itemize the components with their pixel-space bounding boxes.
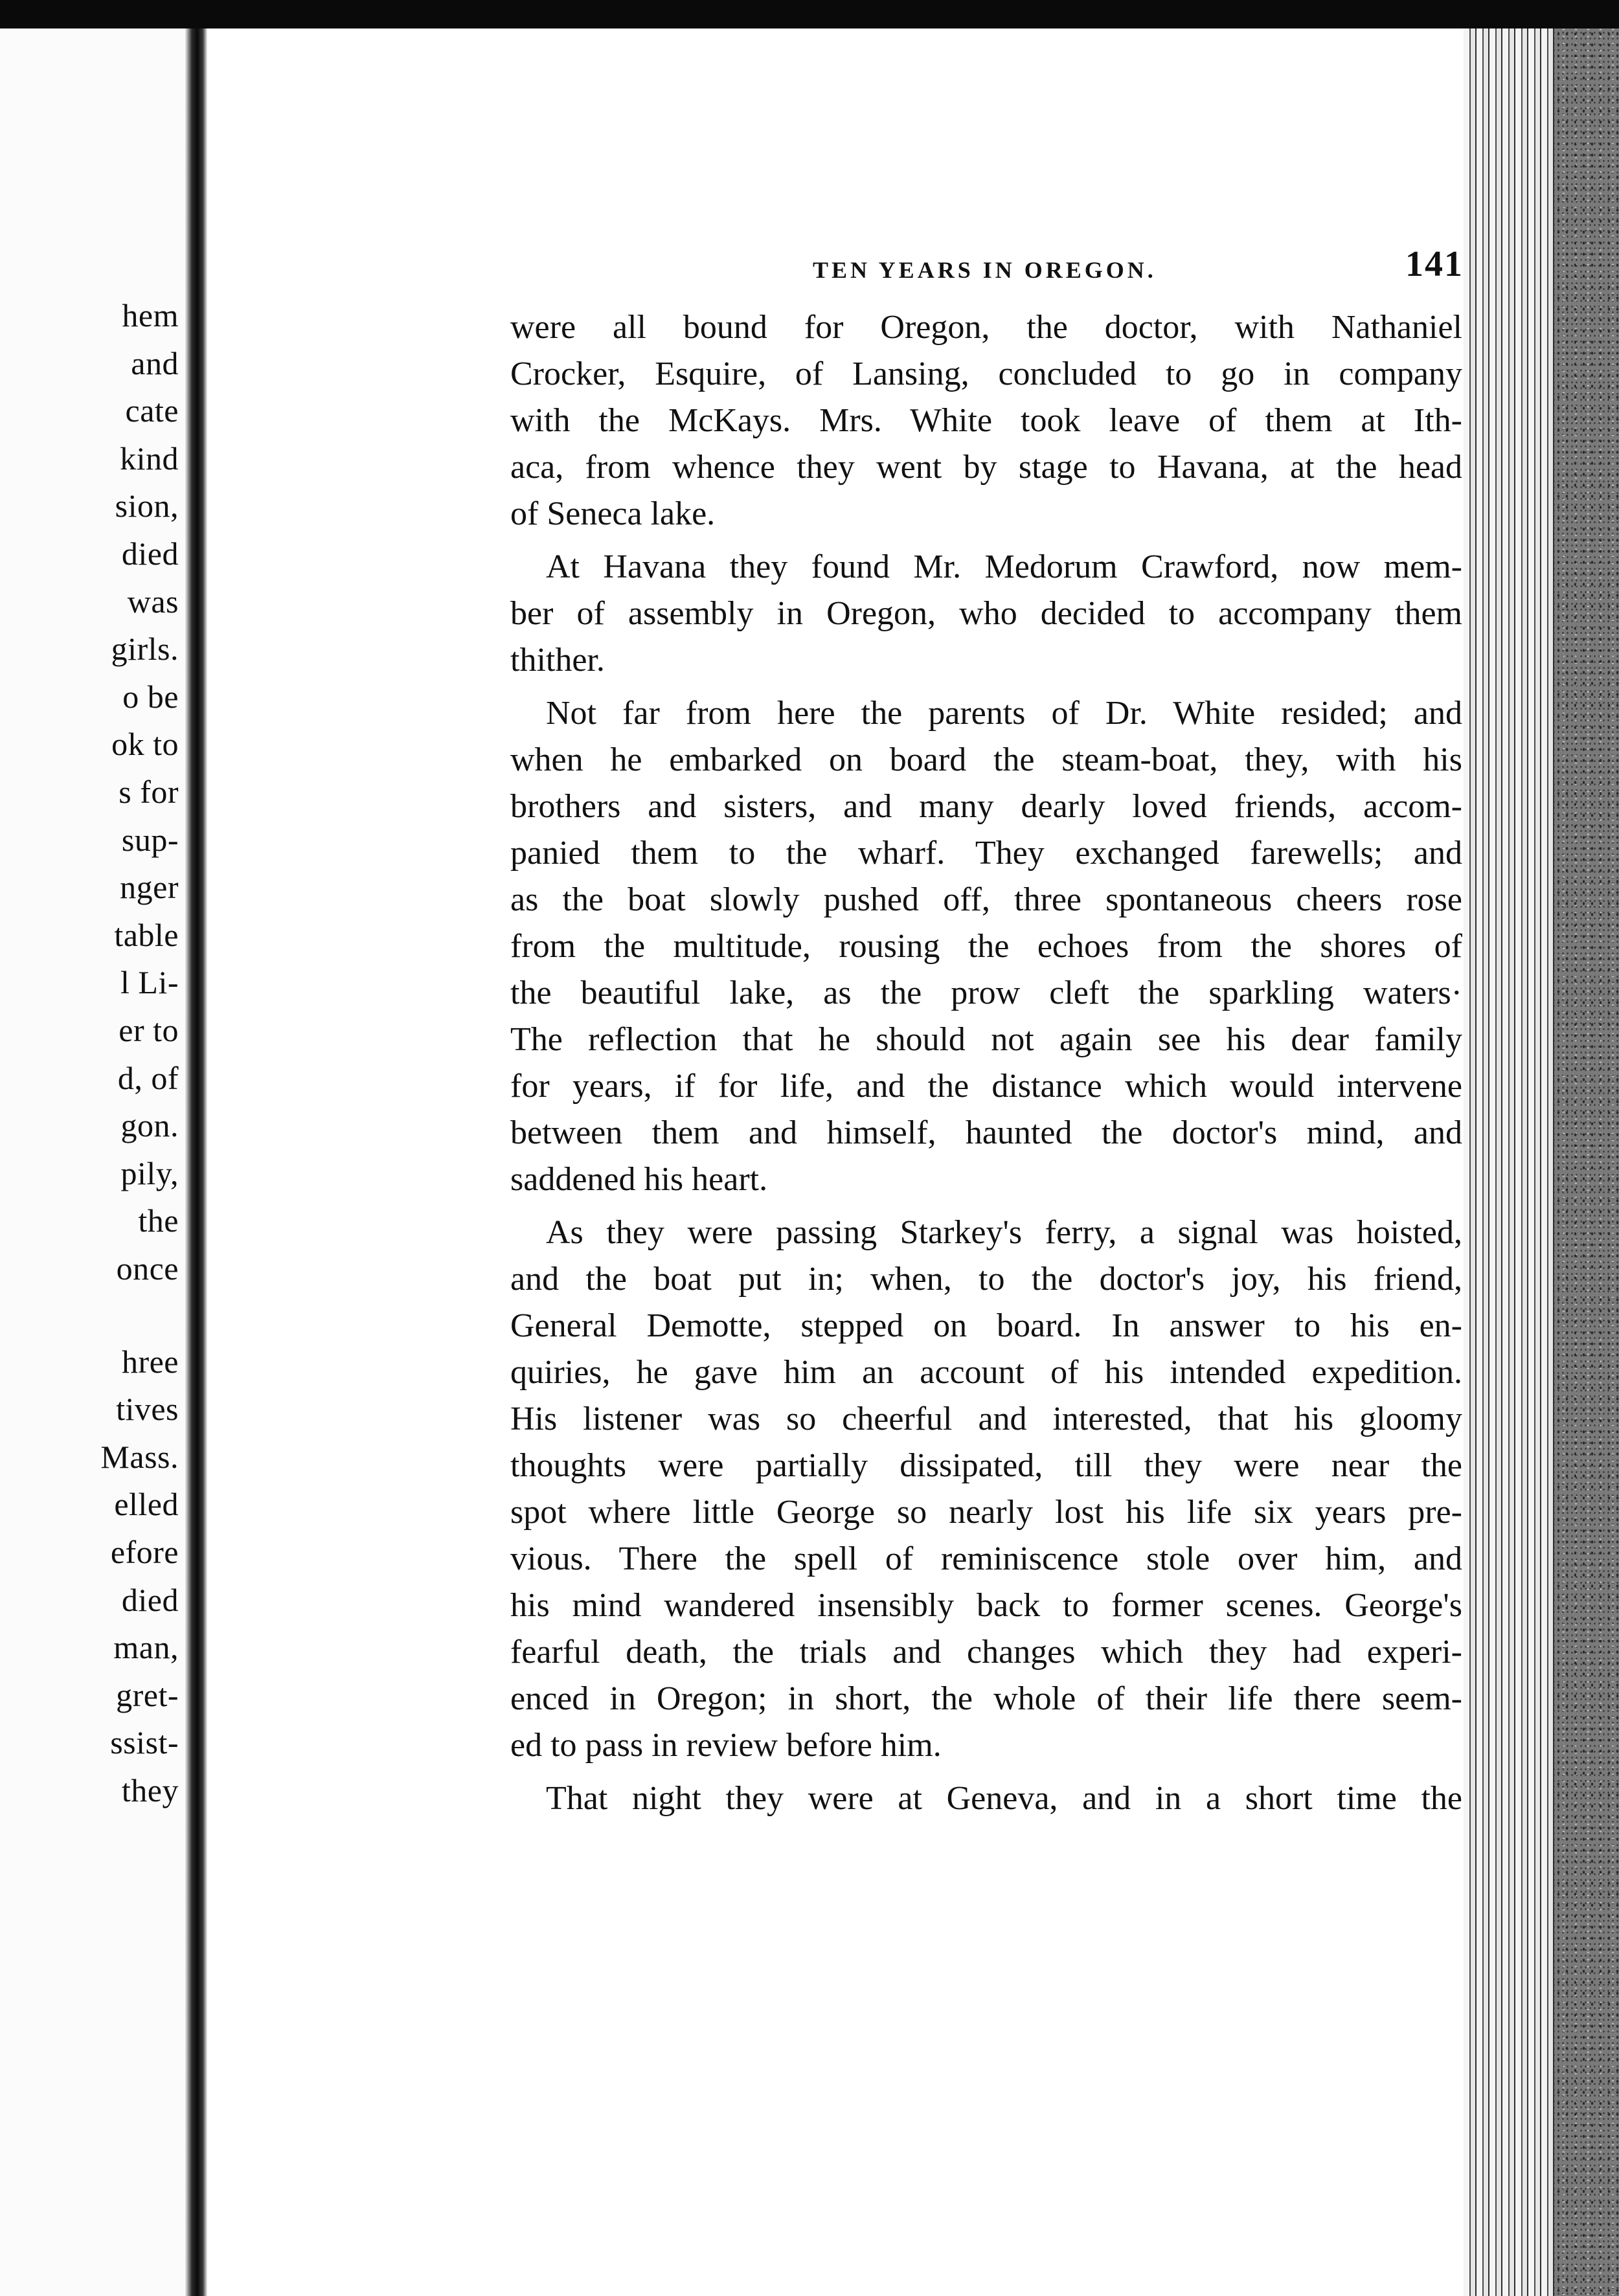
text-line: brothers and sisters, and many dearly loved friends, accom- [510,788,1462,825]
scan-top-border [0,0,1619,28]
paragraph [510,690,1462,1203]
left-page-fragment: s for [119,774,179,810]
left-page-fragment: efore [110,1534,179,1570]
left-page-fragment: ssist- [110,1724,179,1761]
page-header [609,233,1464,285]
text-line: from the multitude, rousing the echoes from the shores of [510,928,1462,965]
text-line: fearful death, the trials and changes which they had experi- [510,1634,1462,1671]
text-line: the beautiful lake, as the prow cleft the sparkling waters· [510,974,1462,1011]
left-page-fragment: once [116,1250,179,1287]
text-line: saddened his heart. [510,1161,768,1198]
left-page-fragment: they [121,1772,179,1808]
left-page-fragment: man, [113,1629,179,1666]
text-line: were all bound for Oregon, the doctor, with Nathaniel [510,309,1462,346]
paragraph [510,304,1462,537]
left-page-fragment: sup- [121,821,179,858]
left-page-fragment: nger [120,869,179,906]
text-line: enced in Oregon; in short, the whole of their life there seem- [510,1680,1462,1717]
text-line: Crocker, Esquire, of Lansing, concluded to go in company [510,355,1462,392]
left-page-fragment: died [121,1581,179,1618]
left-page-fragment: kind [120,440,179,477]
text-line: ed to pass in review before him. [510,1727,942,1764]
left-page-fragment: hree [121,1343,179,1380]
book-gutter [185,28,207,2296]
left-page-fragment: elled [114,1486,179,1523]
text-line: The reflection that he should not again see his dear family [510,1021,1462,1058]
left-page-fragment: sion, [115,488,179,524]
left-page-fragment: Mass. [100,1438,179,1475]
text-line: aca, from whence they went by stage to Havana, at the head [510,449,1462,486]
text-line: As they were passing Starkey's ferry, a signal was hoisted, [546,1214,1462,1251]
text-line: At Havana they found Mr. Medorum Crawford, now mem- [546,548,1462,585]
left-page-fragment: er to [119,1012,179,1048]
text-line: when he embarked on board the steam-boat, they, with his [510,741,1462,778]
text-line: and the boat put in; when, to the doctor's joy, his friend, [510,1261,1462,1298]
left-page-fragment: d, of [117,1059,179,1096]
paragraph [510,544,1462,684]
left-page-fragment: girls. [111,631,179,668]
text-line: thither. [510,642,605,679]
text-line: vious. There the spell of reminiscence stole over him, and [510,1540,1462,1577]
left-page-fragment: died [121,535,179,572]
left-page-fragment: tives [116,1391,179,1428]
text-line: thoughts were partially dissipated, till they were near the [510,1447,1462,1484]
text-line: between them and himself, haunted the doctor's mind, and [510,1114,1462,1151]
left-page-fragment: hem [122,297,179,333]
text-line: panied them to the wharf. They exchanged farewells; and [510,835,1462,872]
book-cover-edge [1554,28,1619,2296]
paragraph [510,1210,1462,1769]
text-line: Not far from here the parents of Dr. White resided; and [546,695,1462,732]
text-line: his mind wandered insensibly back to former scenes. George's [510,1587,1462,1624]
running-title: TEN YEARS IN OREGON. [813,257,1157,283]
paragraph [510,1775,1462,1822]
text-line: His listener was so cheerful and interested, that his gloomy [510,1401,1462,1437]
book-page [207,28,1464,2296]
left-page-fragment: l Li- [120,964,179,1001]
text-line: That night they were at Geneva, and in a short time the [546,1780,1462,1817]
text-line: quiries, he gave him an account of his intended expedition. [510,1354,1462,1391]
left-page-fragment: table [114,916,179,953]
left-page-fragment: the [138,1202,179,1239]
text-line: ber of assembly in Oregon, who decided to accompany them [510,595,1462,632]
left-page-fragment: o be [122,678,179,715]
left-page-fragment: pily, [120,1154,179,1191]
body-text [510,304,1462,1829]
text-line: General Demotte, stepped on board. In answer to his en- [510,1307,1462,1344]
left-page-fragment: was [127,583,179,620]
page-edges [1464,28,1554,2296]
left-page-fragment: gon. [120,1107,179,1144]
text-line: of Seneca lake. [510,495,716,532]
left-page-fragment: gret- [116,1676,179,1713]
left-page-fragment: and [131,344,179,381]
left-page-fragment: ok to [111,726,179,763]
left-page-fragment: cate [125,392,179,429]
text-line: spot where little George so nearly lost his life six years pre- [510,1494,1462,1531]
text-line: with the McKays. Mrs. White took leave of them at Ith- [510,402,1462,439]
text-line: as the boat slowly pushed off, three spontaneous cheers rose [510,881,1462,918]
page-number: 141 [1405,244,1464,284]
text-line: for years, if for life, and the distance which would intervene [510,1068,1462,1105]
facing-page-left [0,28,185,2296]
